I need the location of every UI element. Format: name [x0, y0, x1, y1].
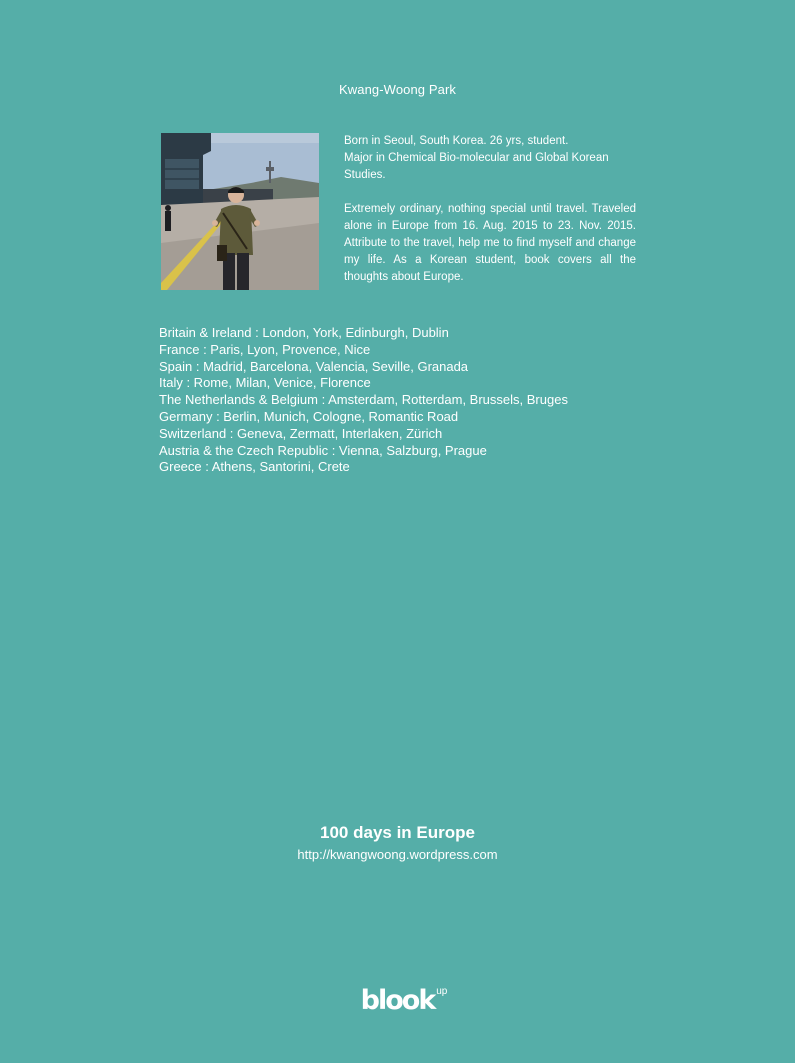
bio-line-1: Born in Seoul, South Korea. 26 yrs, student. — [344, 135, 569, 147]
itinerary-item: France : Paris, Lyon, Provence, Nice — [159, 341, 371, 357]
publisher-logo — [0, 985, 795, 1016]
bio-line-2: Major in Chemical Bio-molecular and Global Korean Studies. — [344, 152, 609, 181]
itinerary-item: Germany : Berlin, Munich, Cologne, Romantic Road — [159, 408, 459, 424]
itinerary-list — [159, 325, 679, 476]
author-bio — [344, 133, 636, 286]
logo-wordmark — [360, 985, 448, 1016]
logo-text: blook — [360, 985, 435, 1016]
itinerary-item: Italy : Rome, Milan, Venice, Florence — [159, 375, 371, 391]
author-photo — [161, 133, 319, 290]
itinerary-item: The Netherlands & Belgium : Amsterdam, Rotterdam, Brussels, Bruges — [159, 392, 568, 408]
itinerary-item: Greece : Athens, Santorini, Crete — [159, 459, 350, 475]
itinerary-item: Switzerland : Geneva, Zermatt, Interlaken, Zürich — [159, 425, 443, 441]
itinerary-item: Britain & Ireland : London, York, Edinburgh, Dublin — [159, 325, 449, 340]
book-title: 100 days in Europe — [320, 823, 475, 842]
bio-paragraph: Extremely ordinary, nothing special until travel. Traveled alone in Europe from 16. Aug. 2015 to 23. Nov. 2015. Attribute to the travel, help me to find myself and change my life. As a Korean student, book covers all the thoughts about Europe. — [344, 203, 636, 283]
itinerary-item: Austria & the Czech Republic : Vienna, Salzburg, Prague — [159, 442, 487, 458]
author-name: Kwang-Woong Park — [339, 82, 456, 97]
book-url[interactable]: http://kwangwoong.wordpress.com — [297, 847, 498, 862]
itinerary-item: Spain : Madrid, Barcelona, Valencia, Seville, Granada — [159, 358, 469, 374]
logo-superscript: up — [436, 986, 448, 997]
